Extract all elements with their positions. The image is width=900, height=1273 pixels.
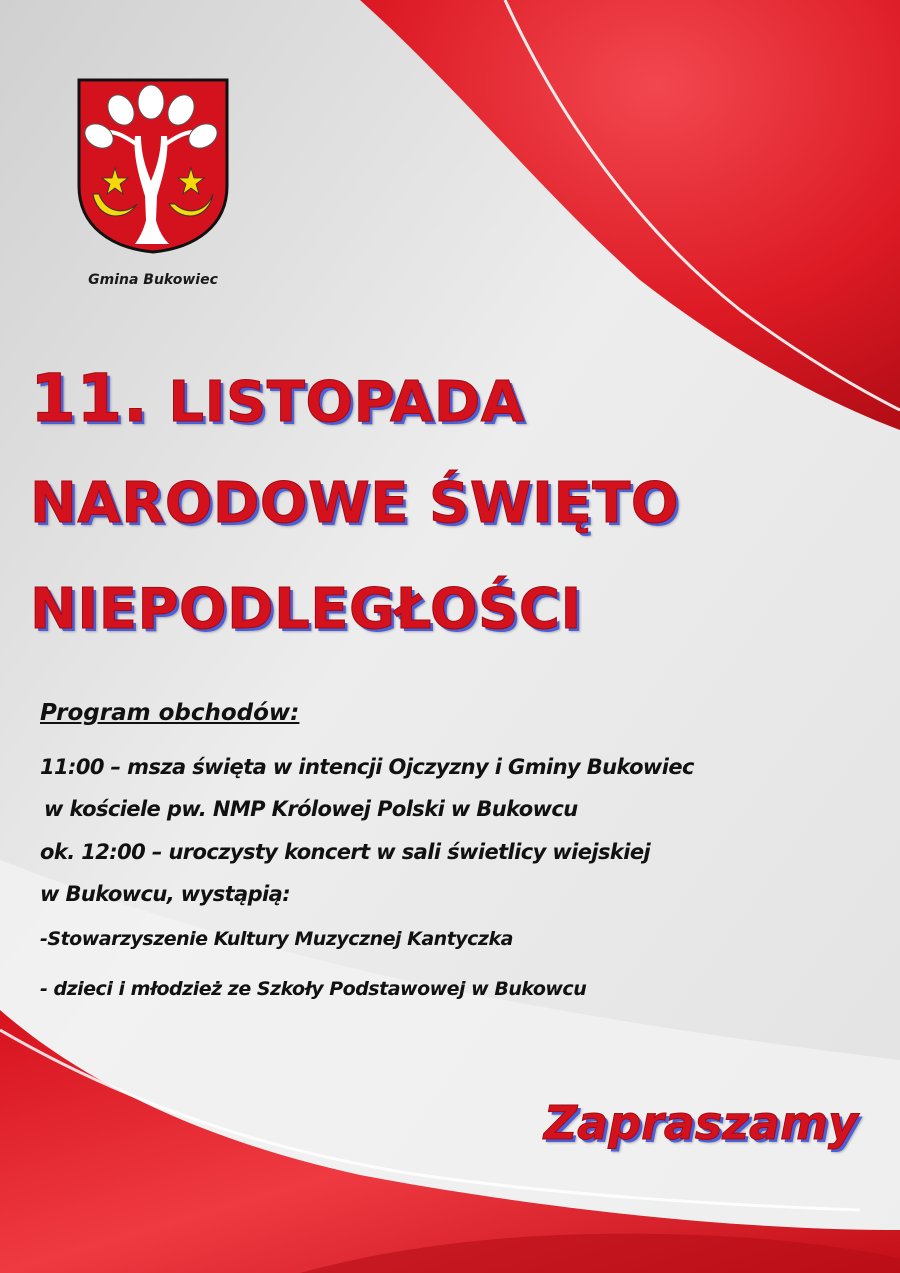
headline-day-number: 11. [30, 360, 149, 437]
program-line: - dzieci i młodzież ze Szkoły Podstawowej w Bukowcu [40, 978, 587, 1000]
program-title: Program obchodów: [40, 700, 300, 726]
program-line: w Bukowcu, wystąpią: [40, 882, 290, 906]
invitation-text: Zapraszamy [543, 1096, 858, 1150]
coat-of-arms-icon [75, 76, 231, 256]
headline-line-2: NARODOWE ŚWIĘTO [30, 471, 680, 536]
headline-line-3: NIEPODLEGŁOŚCI [30, 577, 582, 642]
program-line: -Stowarzyszenie Kultury Muzycznej Kantyczka [40, 928, 513, 950]
program-line: 11:00 – msza święta w intencji Ojczyzny i Gminy Bukowiec [40, 755, 694, 779]
headline-month: LISTOPADA [148, 370, 525, 435]
headline-date [30, 360, 525, 437]
municipality-name: Gmina Bukowiec [88, 272, 218, 288]
program-line: w kościele pw. NMP Królowej Polski w Bukowcu [44, 797, 578, 821]
program-line: ok. 12:00 – uroczysty koncert w sali świetlicy wiejskiej [40, 840, 651, 864]
